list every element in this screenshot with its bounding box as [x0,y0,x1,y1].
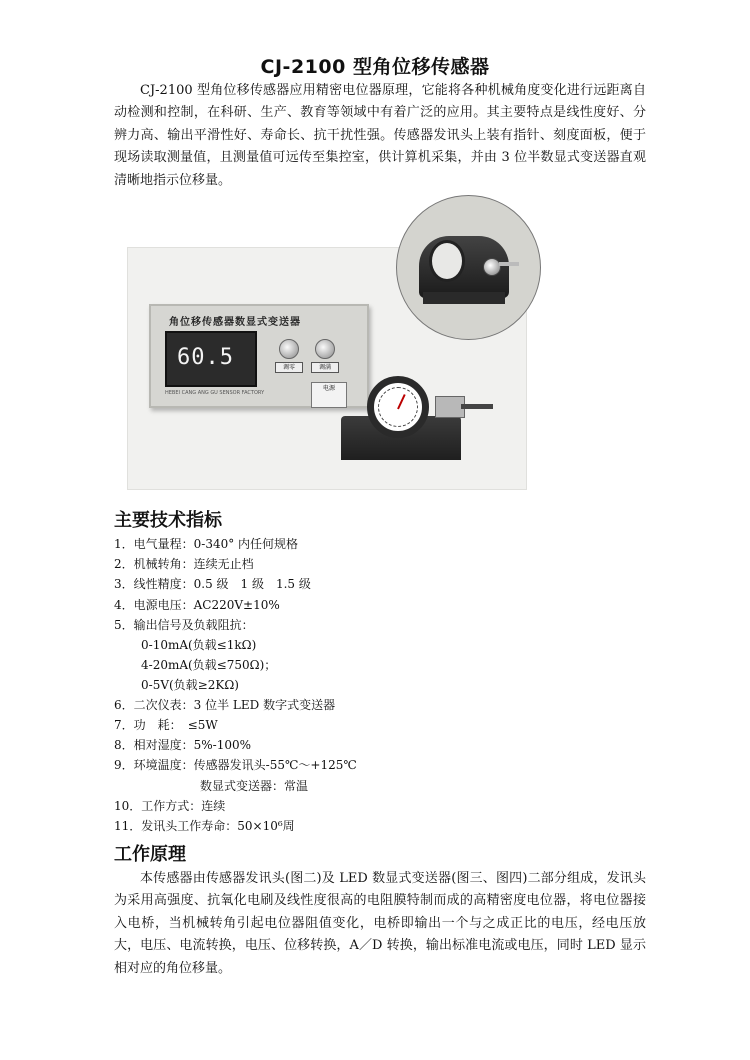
closeup-knob-icon [483,258,501,276]
spec-item: 1．电气量程：0-340° 内任何规格 [114,537,299,551]
spec-item: 7．功 耗： ≤5W [114,718,218,732]
span-knob-label: 调满 [311,362,339,373]
spec-item: 9．环境温度：传感器发讯头-55℃～+125℃ [114,758,357,772]
spec-subitem: 0-10mA(负载≤1kΩ) [141,638,257,652]
page-title: CJ-2100 型角位移传感器 [260,56,490,78]
spec-item: 8．相对湿度：5%-100% [114,738,252,752]
cable [461,404,493,409]
spec-subitem: 数显式变送器：常温 [200,779,309,793]
factory-text: HEBEI CANG ANG GU SENSOR FACTORY [165,390,265,396]
power-label: 电源 [311,382,347,408]
led-readout: 60.5 [177,345,234,370]
spec-item: 5．输出信号及负载阻抗： [114,618,254,632]
digital-transmitter-image [149,304,369,408]
spec-item: 11．发讯头工作寿命：50×10⁶周 [114,819,295,833]
spec-item: 2．机械转角：连续无止档 [114,557,254,571]
span-knob-icon [315,339,335,359]
sensor-head-image [341,376,493,460]
spec-item: 4．电源电压：AC220V±10% [114,598,280,612]
spec-item: 3．线性精度：0.5 级 1 级 1.5 级 [114,577,311,591]
led-display [165,331,257,387]
spec-item: 6．二次仪表：3 位半 LED 数字式变送器 [114,698,336,712]
closeup-foot [423,292,505,304]
closeup-shaft [499,262,519,266]
zero-knob-label: 调零 [275,362,303,373]
spec-subitem: 0-5V(负载≥2KΩ) [141,678,239,692]
spec-subitem: 4-20mA(负载≤750Ω)； [141,658,277,672]
intro-paragraph: CJ-2100 型角位移传感器应用精密电位器原理，它能将各种机械角度变化进行远距离自动检测和控制，在科研、生产、教育等领域中有着广泛的应用。其主要特点是线性度好、分辨力高、输出平滑性好、寿命长、抗干扰性强。传感器发讯头上装有指针、刻度面板，便于现场读取测量值，且测量值可远传至集控室，供计算机采集，并由 3 位半数显式变送器直观清晰地指示位移量。 [114,83,646,188]
transmitter-label: 角位移传感器数显式变送器 [169,317,301,328]
principle-paragraph: 本传感器由传感器发讯头(图二)及 LED 数显式变送器(图三、图四)二部分组成，发讯头为采用高强度、抗氧化电刷及线性度很高的电阻膜特制而成的高精密度电位器，将电位器接入电桥，当机械转角引起电位器阻值变化，电桥即输出一个与之成正比的电压，经电压放大，电压、电流转换，电压、位移转换，A／D 转换，输出标准电流或电压，同时 LED 显示相对应的角位移量。 [114,871,646,976]
closeup-dial-icon [429,240,465,282]
dial-gauge-icon [367,376,429,438]
principle-heading: 工作原理 [114,844,186,865]
specs-heading: 主要技术指标 [114,510,222,531]
spec-item: 10．工作方式：连续 [114,799,226,813]
sensor-closeup-image [396,195,541,340]
zero-knob-icon [279,339,299,359]
